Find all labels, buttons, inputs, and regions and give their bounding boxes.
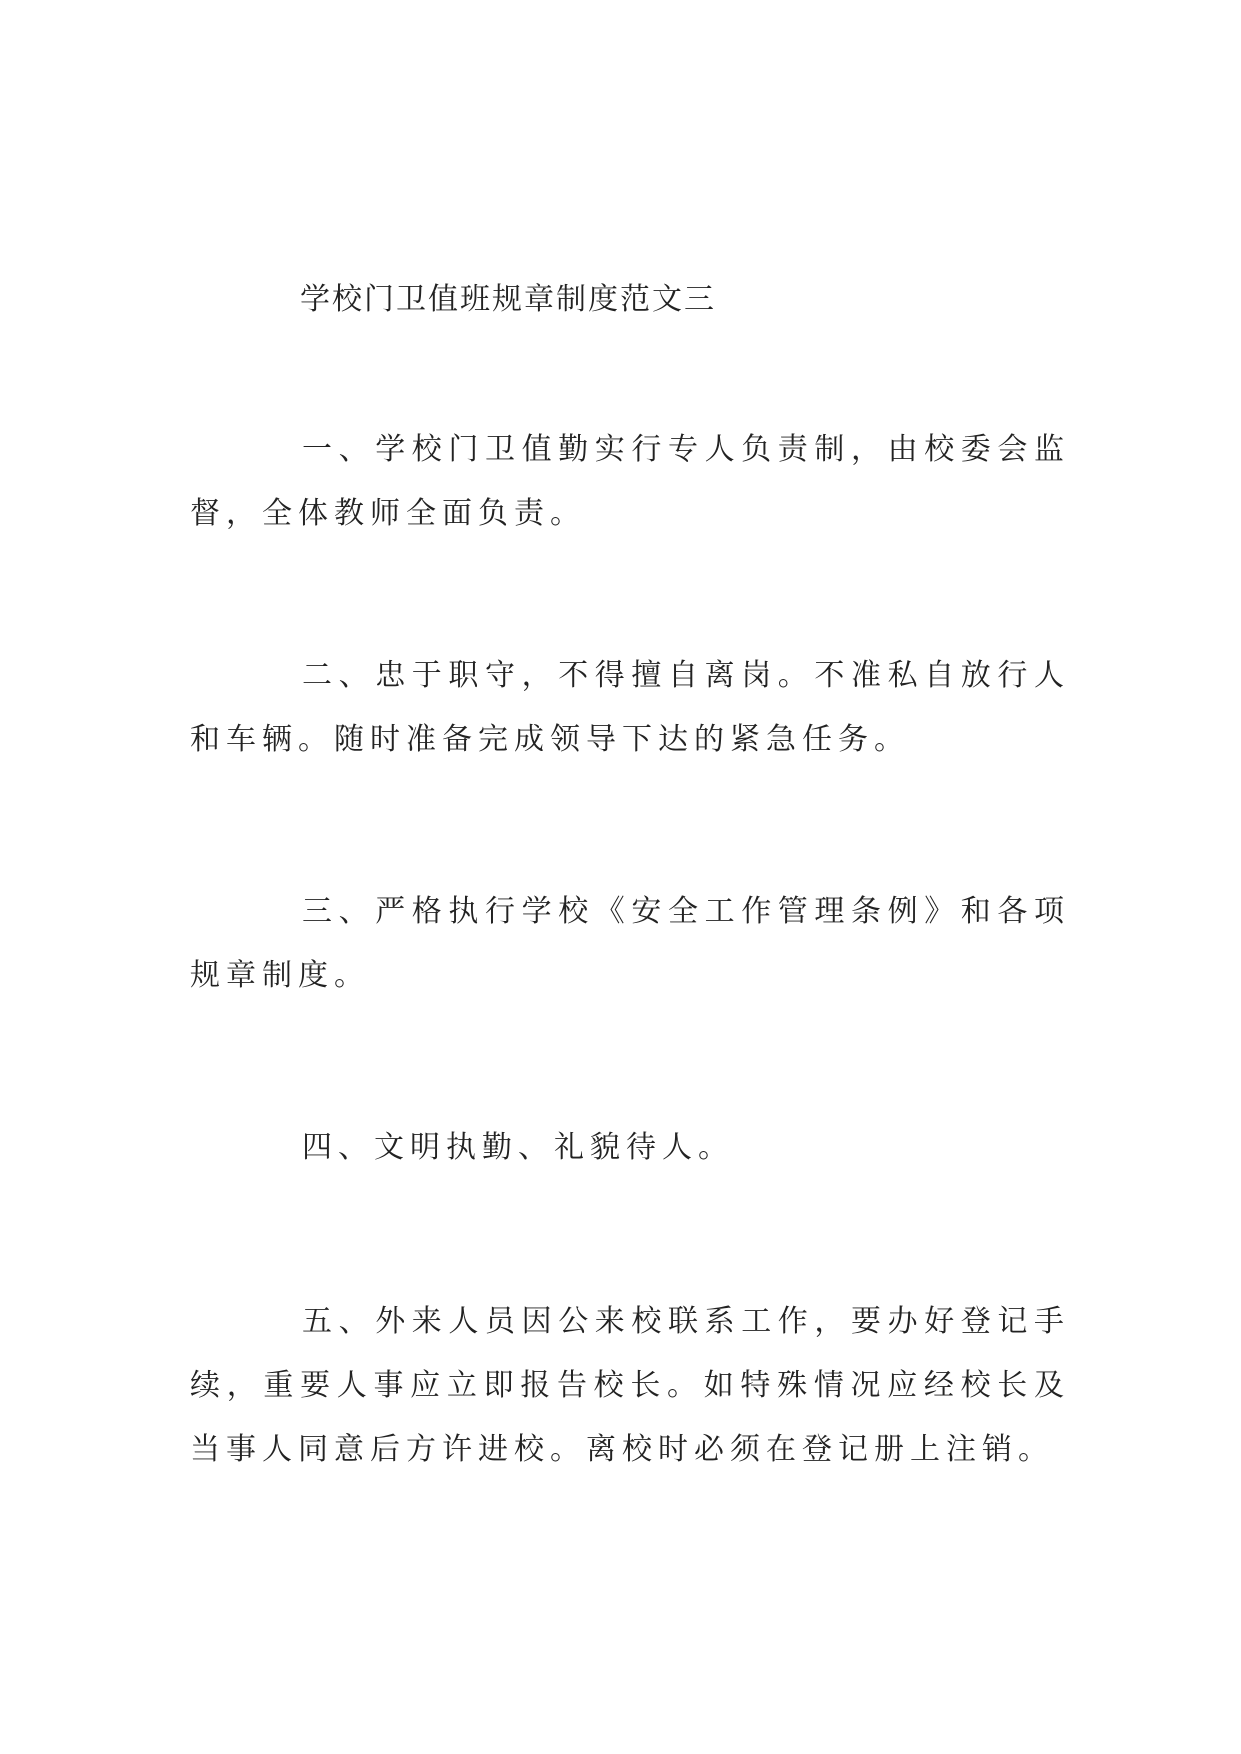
paragraph-4: 四、文明执勤、礼貌待人。 [302,1130,734,1165]
paragraph-2: 二、忠于职守，不得擅自离岗。不准私自放行人和车辆。随时准备完成领导下达的紧急任务。 [190,658,1070,757]
document-title: 学校门卫值班规章制度范文三 [300,282,716,317]
paragraph-1: 一、学校门卫值勤实行专人负责制，由校委会监督，全体教师全面负责。 [190,432,1070,531]
paragraph-5: 五、外来人员因公来校联系工作，要办好登记手续，重要人事应立即报告校长。如特殊情况应经校长及当事人同意后方许进校。离校时必须在登记册上注销。 [190,1304,1070,1467]
paragraph-3: 三、严格执行学校《安全工作管理条例》和各项规章制度。 [190,894,1070,993]
